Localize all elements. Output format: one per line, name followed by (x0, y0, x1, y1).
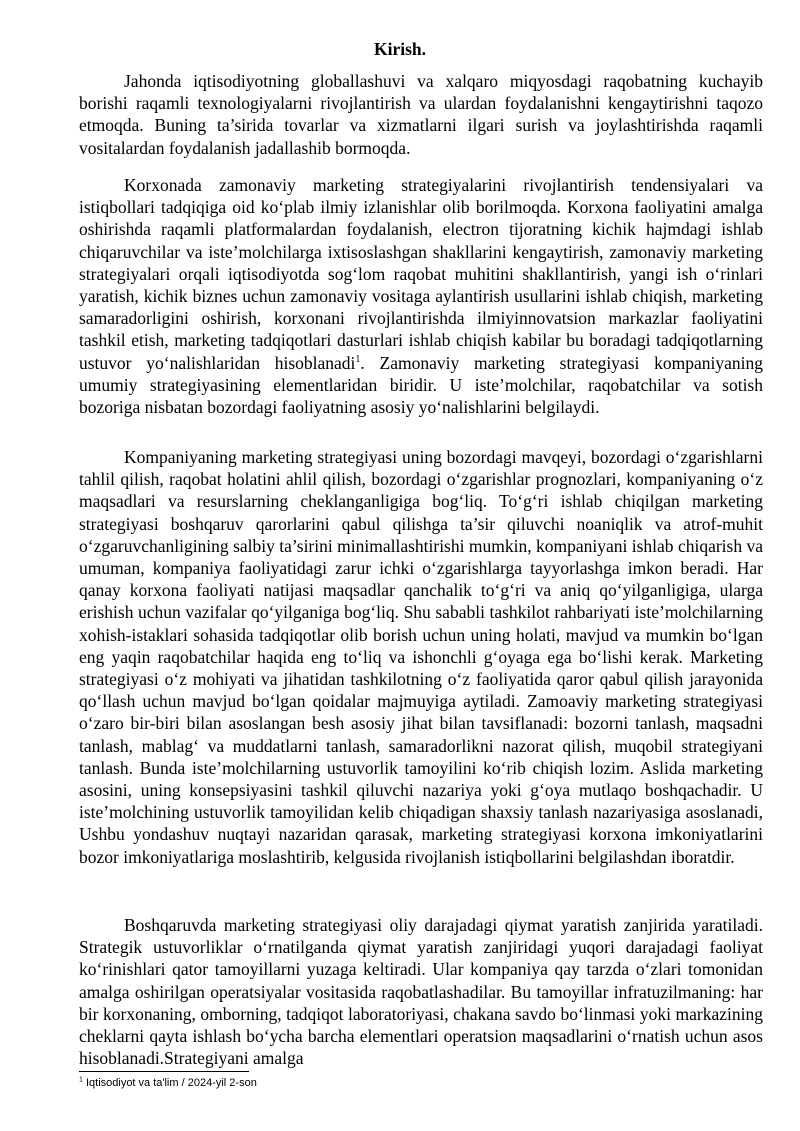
paragraph-2-continuation: . Zamonaviy marketing strategiyasi kompaniyaning umumiy strategiyasining elementlaridan biridir. U iste’molchilar, raqobatchilar va sotish bozoriga nisbatan bozordagi faoliyatning asosiy yo‘nalishlarini belgilaydi. (79, 352, 763, 418)
paragraph-1: Jahonda iqtisodiyotning globallashuvi va xalqaro miqyosdagi raqobatning kuchayib borishi raqamli texnologiyalarni rivojlantirish va ulardan foydalanishni kengaytirishni taqozo etmoqda. Buning ta’sirida tovarlar va xizmatlarni ilgari surish va joylashtirishda raqamli vositalardan foydalanish jadallashib bormoqda. (79, 71, 763, 158)
footnote-reference[interactable]: 1 (355, 353, 361, 365)
paragraph-3: Kompaniyaning marketing strategiyasi uning bozordagi mavqeyi, bozordagi o‘zgarishlarni tahlil qilish, raqobat holatini ahlil qilish, bozordagi o‘zgarishlar prognozlari, kompaniyaning o‘z maqsadlari va resurslarning cheklanganligiga bog‘liq. To‘g‘ri ishlab chiqilgan marketing strategiyasi boshqaruv qarorlarini qabul qilishga ta’sir qiluvchi noaniqlik va atrof-muhit o‘zgaruvchanligining salbiy ta’sirini minimallashtirishi mumkin, kompaniyani ishlab chiqarish va umuman, kompaniya faoliyatidagi zarur ichki o‘zgarishlarga tayyorlashga imkon beradi. Har qanay korxona faoliyati natijasi maqsadlar qanchalik to‘g‘ri va aniq qo‘yilganligiga, ularga erishish uchun vazifalar qo‘yilganiga bog‘liq. Shu sababli tashkilot rahbariyati iste’molchilarning xohish-istaklari sohasida tadqiqotlar olib borish uchun uning holati, mavjud va mumkin bo‘lgan eng yaqin raqobatchilar haqida eng to‘liq va ishonchli g‘oyaga ega bo‘lishi kerak. Marketing strategiyasi o‘z mohiyati va jihatidan tashkilotning o‘z faoliyatida qaror qabul qilish jarayonida qo‘llash uchun mavjud bo‘lgan qoidalar majmuyiga aytiladi. Zamoaviy marketing strategiyasi o‘zaro bir-biri bilan asoslangan besh asosiy jihat bilan tavsiflanadi: bozorni tanlash, maqsadni tanlash, mablag‘ va muddatlarni tanlash, samaradorlikni nazorat qilish, muqobil strategiyani tanlash. Bunda iste’molchilarning ustuvorlik tamoyilini ko‘rib chiqish lozim. Aslida marketing asosini, uning konsepsiyasini tashkil qiluvchi nazariya yoki g‘oya mutlaqo boshqachadir. U iste’molchining ustuvorlik tamoyilidan kelib chiqadigan shaxsiy tanlash nazariyasiga asoslanadi, Ushbu yondashuv nuqtayi nazaridan qarasak, marketing strategiyasi korxona imkoniyatlarini bozor imkoniyatlariga moslashtirib, kelgusida rivojlanish istiqbollarini belgilashdan iboratdir. (79, 447, 763, 867)
paragraph-2-text: Korxonada zamonaviy marketing strategiyalarini rivojlantirish tendensiyalari va istiqbollari tadqiqiga oid ko‘plab ilmiy izlanishlar olib borilmoqda. Korxona faoliyatini amalga oshirishda raqamli platformalardan foydalanish, electron tijoratning kichik hajmdagi ishlab chiqaruvchilar va iste’molchilarga ixtisoslashgan shakllarini kengaytirish, zamonaviy marketing strategiyalari orqali iqtisodiyotda sog‘lom raqobat muhitini shakllantirish, yangi ish o‘rinlari yaratish, kichik biznes uchun zamonaviy vositaga aylantirish usullarini ishlab chiqish, marketing samaradorligini oshirish, korxonani rivojlantirishda ilmiyinnovatsion markazlar faoliyatini tashkil etish, marketing tadqiqotlari dasturlari ishlab chiqish kabilar bu boradagi tadqiqotlarning ustuvor yo‘nalishlaridan hisoblanadi (79, 175, 763, 373)
footnote-text: Iqtisodiyot va ta'lim / 2024-yil 2-son (82, 1077, 257, 1089)
footnote (79, 1076, 763, 1090)
paragraph-4: Boshqaruvda marketing strategiyasi oliy darajadagi qiymat yaratish zanjirida yaratiladi. Strategik ustuvorliklar o‘rnatilganda qiymat yaratish zanjiridagi yuqori darajadagi faoliyat ko‘rinishlari qator tamoyillarni yuzaga keltiradi. Ular kompaniya qay tarzda o‘zlari tomonidan amalga oshirilgan operatsiyalar vositasida raqobatlashadilar. Bu tamoyillar infratuzilmaning: har bir korxonaning, omborning, tadqiqot laboratoriyasi, chakana savdo bo‘linmasi yoki markazining cheklarni qayta ishlash bo‘ycha barcha elementlari operatsion maqsadlarini o‘rnatish uchun asos hisoblanadi.Strategiyani amalga (79, 915, 763, 1069)
footnote-divider (79, 1071, 249, 1072)
paragraph-2 (79, 174, 763, 418)
footnote-marker: 1 (79, 1076, 83, 1084)
document-title: Kirish. (373, 39, 427, 59)
